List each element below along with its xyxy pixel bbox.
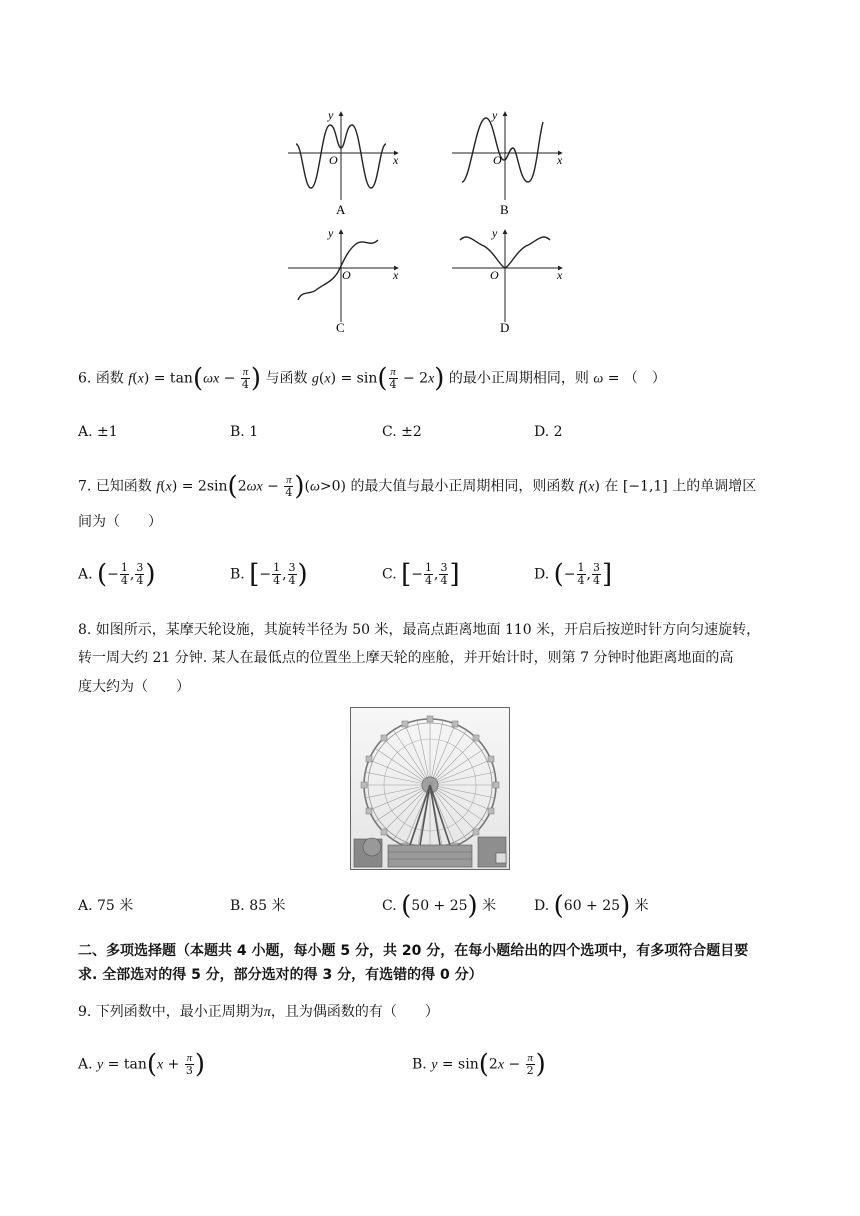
q9-text-a: 下列函数中，最小正周期为: [95, 1004, 264, 1020]
q9-text-b: ，且为偶函数的有（ ）: [270, 1004, 439, 1020]
graph-b-y-label: y: [492, 108, 498, 122]
question-7: 7. 已知函数 f(x) = 2sin(2ωx − $\frac{\pi}{4}$ )(ω>0) 的最大值与最小正周期相同，则函数 f(x) 在 [−1,1] 上的单调增区: [78, 471, 757, 502]
graph-c-x-label: x: [393, 268, 399, 282]
q6-formula-g: g: [311, 371, 319, 387]
q7-text-a: 已知函数: [95, 478, 152, 495]
q7-text-c: 在: [604, 478, 619, 495]
graph-d-x-label: x: [557, 268, 563, 282]
q6-option-d[interactable]: D. 2: [534, 424, 563, 440]
q8-option-a[interactable]: A. 75 米: [78, 898, 134, 914]
question-7-line2: 间为（ ）: [78, 514, 162, 530]
q6-omega: ω: [593, 371, 604, 387]
graph-d-label: D: [500, 320, 510, 335]
graph-c: [288, 226, 399, 335]
q7-text-d: 上的单调增区: [672, 478, 757, 495]
q7-text-b: 的最大值与最小正周期相同，则函数: [350, 478, 575, 495]
q9-option-a[interactable]: A. y = tan(x + $\frac{\pi}{3}$ ): [78, 1049, 206, 1080]
graph-d-y-label: y: [492, 226, 498, 240]
graph-b-x-label: x: [557, 153, 563, 167]
graph-d-origin: O: [490, 268, 499, 282]
graph-c-y-label: y: [328, 226, 334, 240]
function-graphs: [280, 100, 580, 335]
question-9: 9. 下列函数中，最小正周期为π，且为偶函数的有（ ）: [78, 1004, 439, 1020]
q7-option-c[interactable]: C. [− $\frac{1}{4}$ , $\frac{3}{4}$ ]: [382, 559, 460, 590]
q6-option-a[interactable]: A. ±1: [78, 424, 118, 440]
graph-b: [452, 108, 563, 217]
q6-text-c: 的最小正周期相同，则: [448, 370, 589, 387]
q8-option-d[interactable]: D. (60 + 25) 米: [534, 891, 649, 921]
graph-b-origin: O: [493, 153, 502, 167]
q6-option-b[interactable]: B. 1: [230, 424, 259, 440]
q9-number: 9.: [78, 1004, 92, 1020]
question-8-line2: 转一周大约 21 分钟. 某人在最低点的位置坐上摩天轮的座舱，并开始计时，则第 7 分钟时他距离地面的高: [78, 650, 734, 666]
graph-a-label: A: [336, 202, 346, 217]
q7-option-a[interactable]: A. (− $\frac{1}{4}$ , $\frac{3}{4}$ ): [78, 559, 156, 590]
q8-option-b[interactable]: B. 85 米: [230, 898, 286, 914]
graph-b-label: B: [500, 202, 509, 217]
q6-formula-f: f: [128, 371, 133, 387]
q8-option-c[interactable]: C. (50 + 25) 米: [382, 891, 497, 921]
section-2-heading-line2: 求. 全部选对的得 5 分，部分选对的得 3 分，有选错的得 0 分）: [78, 967, 483, 983]
q7-number: 7.: [78, 478, 92, 495]
q9-option-b[interactable]: B. y = sin(2x − $\frac{\pi}{2}$ ): [412, 1049, 546, 1080]
graph-c-label: C: [336, 320, 345, 335]
q6-text-b: 与函数: [265, 370, 308, 387]
ferris-wheel-image: [350, 707, 510, 870]
q6-text-d: （ ）: [623, 370, 666, 387]
question-8-line3: 度大约为（ ）: [78, 679, 190, 695]
q7-option-b[interactable]: B. [− $\frac{1}{4}$ , $\frac{3}{4}$ ): [230, 559, 308, 590]
section-2-heading-line1: 二、多项选择题（本题共 4 小题，每小题 5 分，共 20 分，在每小题给出的四个选项中，有多项符合题目要: [78, 943, 749, 959]
q7-option-d[interactable]: D. (− $\frac{1}{4}$ , $\frac{3}{4}$ ]: [534, 559, 613, 590]
q6-text-a: 函数: [95, 370, 124, 387]
q6-number: 6.: [78, 370, 92, 387]
graph-a-x-label: x: [393, 153, 399, 167]
graph-d: [452, 226, 563, 335]
graph-a: [288, 108, 399, 217]
q6-option-c[interactable]: C. ±2: [382, 424, 422, 440]
graph-c-origin: O: [342, 268, 351, 282]
graph-a-origin: O: [329, 153, 338, 167]
graph-a-y-label: y: [328, 108, 334, 122]
question-8-line1: 8. 如图所示，某摩天轮设施，其旋转半径为 50 米，最高点距离地面 110 米，开启后按逆时针方向匀速旋转，: [78, 622, 761, 638]
question-6: 6. 函数 f(x) = tan(ωx − $\frac{\pi}{4}$ ) 与函数 g(x) = sin( $\frac{\pi}{4}$ − 2x) 的最小正周期相同，则 ω = （ ）: [78, 363, 666, 394]
